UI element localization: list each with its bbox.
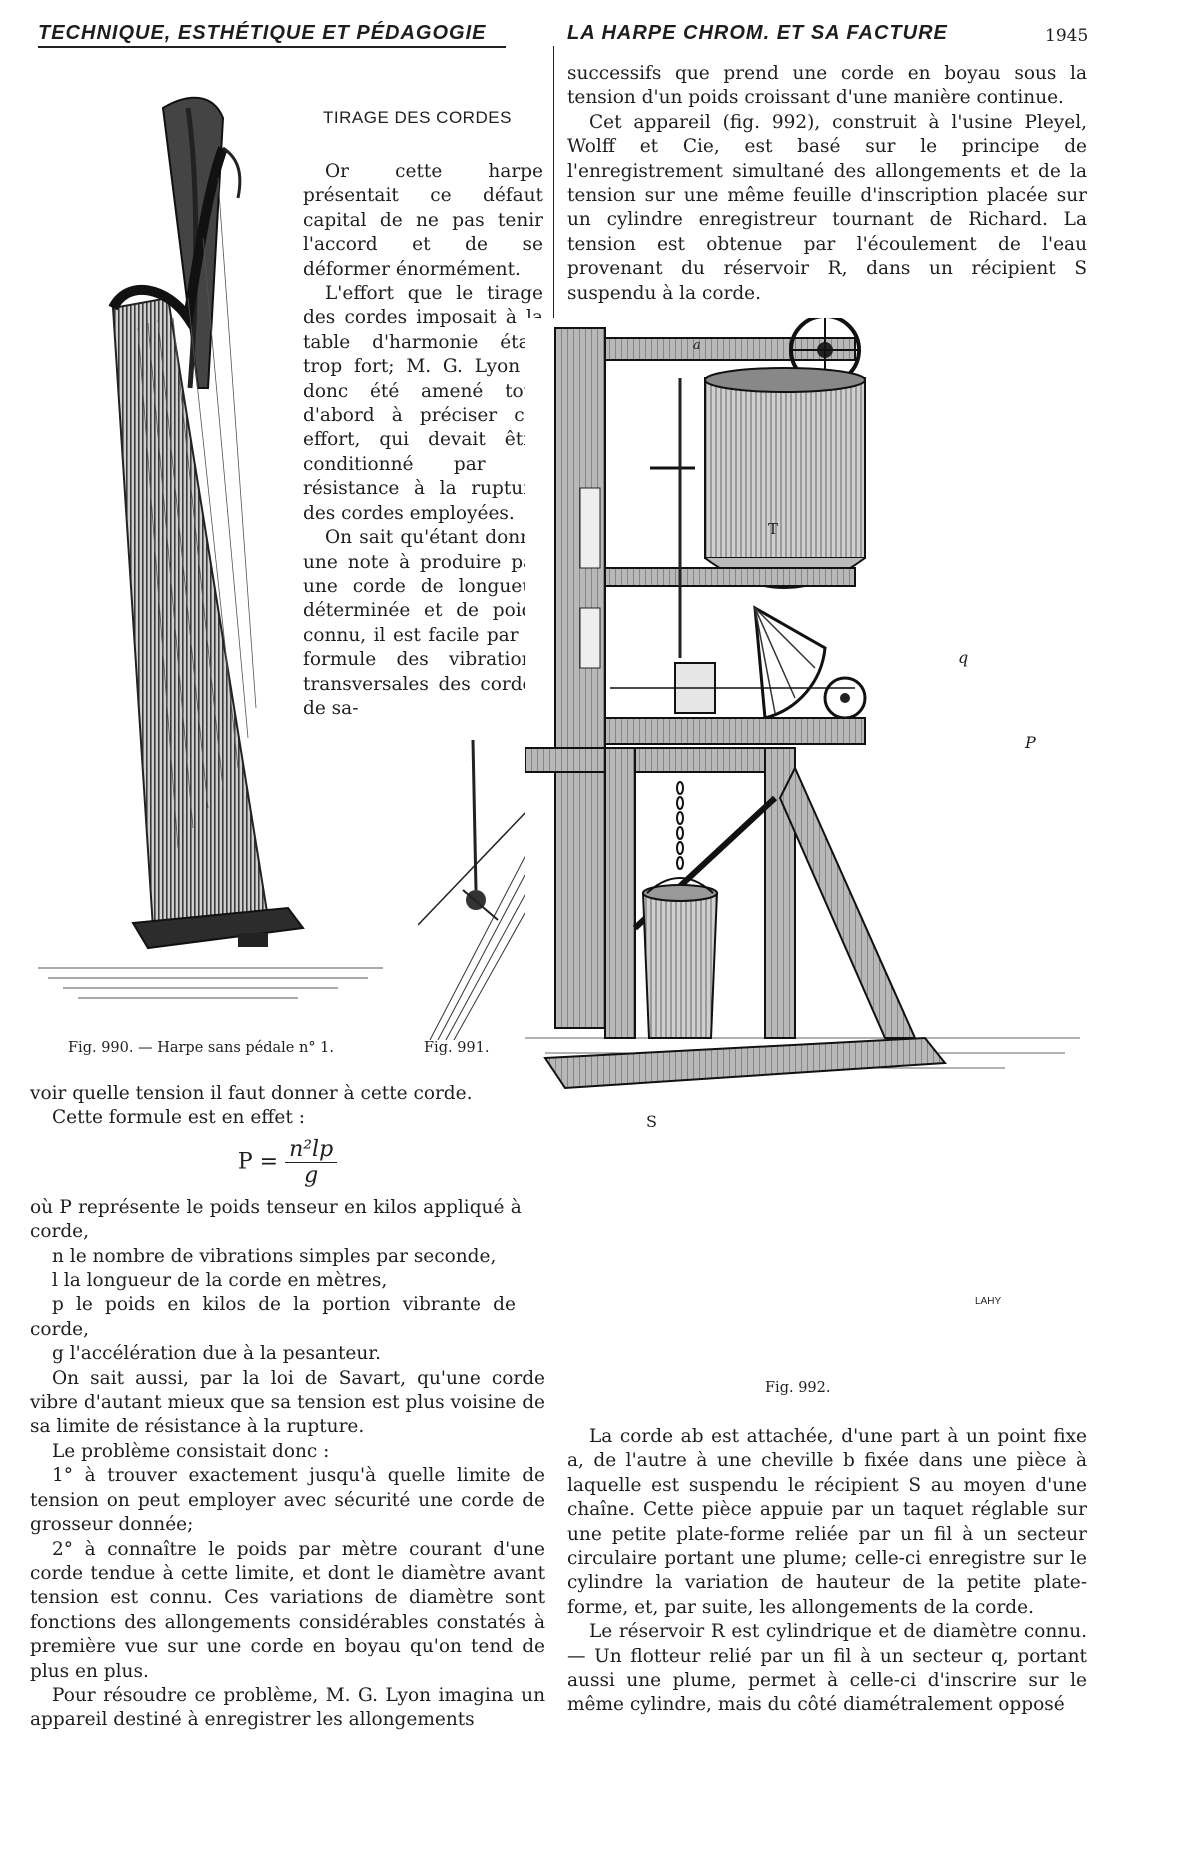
paragraph: 1° à trouver exactement jusqu'à quelle limite de tension on peut employer avec sécurité une corde de grosseur donnée; [30, 1465, 545, 1536]
paragraph: successifs que prend une corde en boyau sous la tension d'un poids croissant d'une manière continue. [567, 63, 1087, 109]
side-paragraph: L'effort que le tirage des cordes imposait à la table d'harmonie était trop fort; M. G. Lyon a donc été amené tout d'abord à préciser cet effort, qui devait être conditionné par la résistance à la rupture des cordes employées. [303, 283, 543, 524]
label-P: P [1025, 733, 1036, 752]
running-header-right: LA HARPE CHROM. ET SA FACTURE [567, 22, 948, 44]
fig-992-caption: Fig. 992. [765, 1380, 831, 1396]
engraver-signature: LAHY [975, 1296, 1002, 1307]
paragraph: La corde ab est attachée, d'une part à un point fixe a, de l'autre à une cheville b fixée dans une pièce à laquelle est suspendu le récipient S au moyen d'une chaîne. Cette pièce appuie par un taquet réglable sur une petite plate-forme reliée par un fil à un secteur circulaire portant une plume; celle-ci enregistre sur le cylindre la variation de hauteur de la petite plate-forme, et, par suite, les allongements de la corde. [567, 1426, 1087, 1618]
label-q: q [958, 648, 969, 667]
recording-apparatus-illustration [525, 318, 1090, 1318]
formula-fraction [285, 1137, 337, 1188]
right-column-bottom-text [567, 1425, 1087, 1718]
left-column-text [30, 1082, 545, 1733]
side-text-block [303, 160, 543, 721]
side-paragraph: Or cette harpe présentait ce défaut capital de ne pas tenir l'accord et de se déformer énormément. [303, 161, 543, 280]
formula-lhs: P = [237, 1149, 279, 1175]
string-detail-illustration [418, 740, 538, 1040]
paragraph: 2° à connaître le poids par mètre courant d'une corde tendue à cette limite, et dont le diamètre avant tension est connu. Ces variations de diamètre sont fonctions des allongements considérables constatés à première vue sur une corde en boyau qu'on tend de plus en plus. [30, 1538, 545, 1682]
definition: p le poids en kilos de la portion vibrante de la corde, [30, 1294, 545, 1340]
tension-formula [30, 1137, 545, 1188]
definition: l la longueur de la corde en mètres, [52, 1270, 388, 1292]
header-rule [38, 46, 506, 48]
right-column-top-text [567, 62, 1087, 306]
paragraph: où P représente le poids tenseur en kilos appliqué à la corde, [30, 1196, 545, 1243]
paragraph: Cet appareil (fig. 992), construit à l'usine Pleyel, Wolff et Cie, est basé sur le principe de l'enregistrement simultané des allongements et de la tension sur une même feuille d'inscription placée sur un cylindre enregistreur tournant de Richard. La tension est obtenue par l'écoulement de l'eau provenant du réservoir R, dans un récipient S suspendu à la corde. [567, 111, 1087, 304]
running-header-left: TECHNIQUE, ESTHÉTIQUE ET PÉDAGOGIE [38, 22, 487, 44]
definition: n le nombre de vibrations simples par seconde, [52, 1245, 497, 1267]
fig-990-caption: Fig. 990. — Harpe sans pédale n° 1. [68, 1040, 335, 1056]
fig-991-caption: Fig. 991. [424, 1040, 490, 1056]
label-a: a [693, 338, 701, 353]
paragraph: Pour résoudre ce problème, M. G. Lyon imagina un appareil destiné à enregistrer les allongements [30, 1684, 545, 1731]
paragraph: Cette formule est en effet : [52, 1107, 305, 1129]
formula-denominator: g [304, 1162, 319, 1188]
formula-numerator: n²lp [285, 1137, 337, 1163]
section-heading-block [323, 108, 533, 128]
paragraph: Le problème consistait donc : [52, 1440, 330, 1462]
side-paragraph: On sait qu'étant donné une note à produire par une corde de longueur déterminée et de poids connu, il est facile par la formule des vibrations transversales des cordes de sa- [303, 527, 543, 719]
paragraph: voir quelle tension il faut donner à cette corde. [30, 1083, 473, 1104]
section-heading: TIRAGE DES CORDES [323, 108, 512, 127]
paragraph: On sait aussi, par la loi de Savart, qu'une corde vibre d'autant mieux que sa tension est plus voisine de sa limite de résistance à la rupture. [30, 1367, 545, 1438]
paragraph: Le réservoir R est cylindrique et de diamètre connu. — Un flotteur relié par un fil à un secteur q, portant aussi une plume, permet à celle-ci d'inscrire sur le même cylindre, mais du côté diamétralement opposé [567, 1621, 1087, 1716]
page-number: 1945 [1045, 26, 1089, 46]
label-T: T [768, 520, 779, 538]
label-S: S [646, 1112, 657, 1131]
definition: g l'accélération due à la pesanteur. [52, 1343, 381, 1365]
